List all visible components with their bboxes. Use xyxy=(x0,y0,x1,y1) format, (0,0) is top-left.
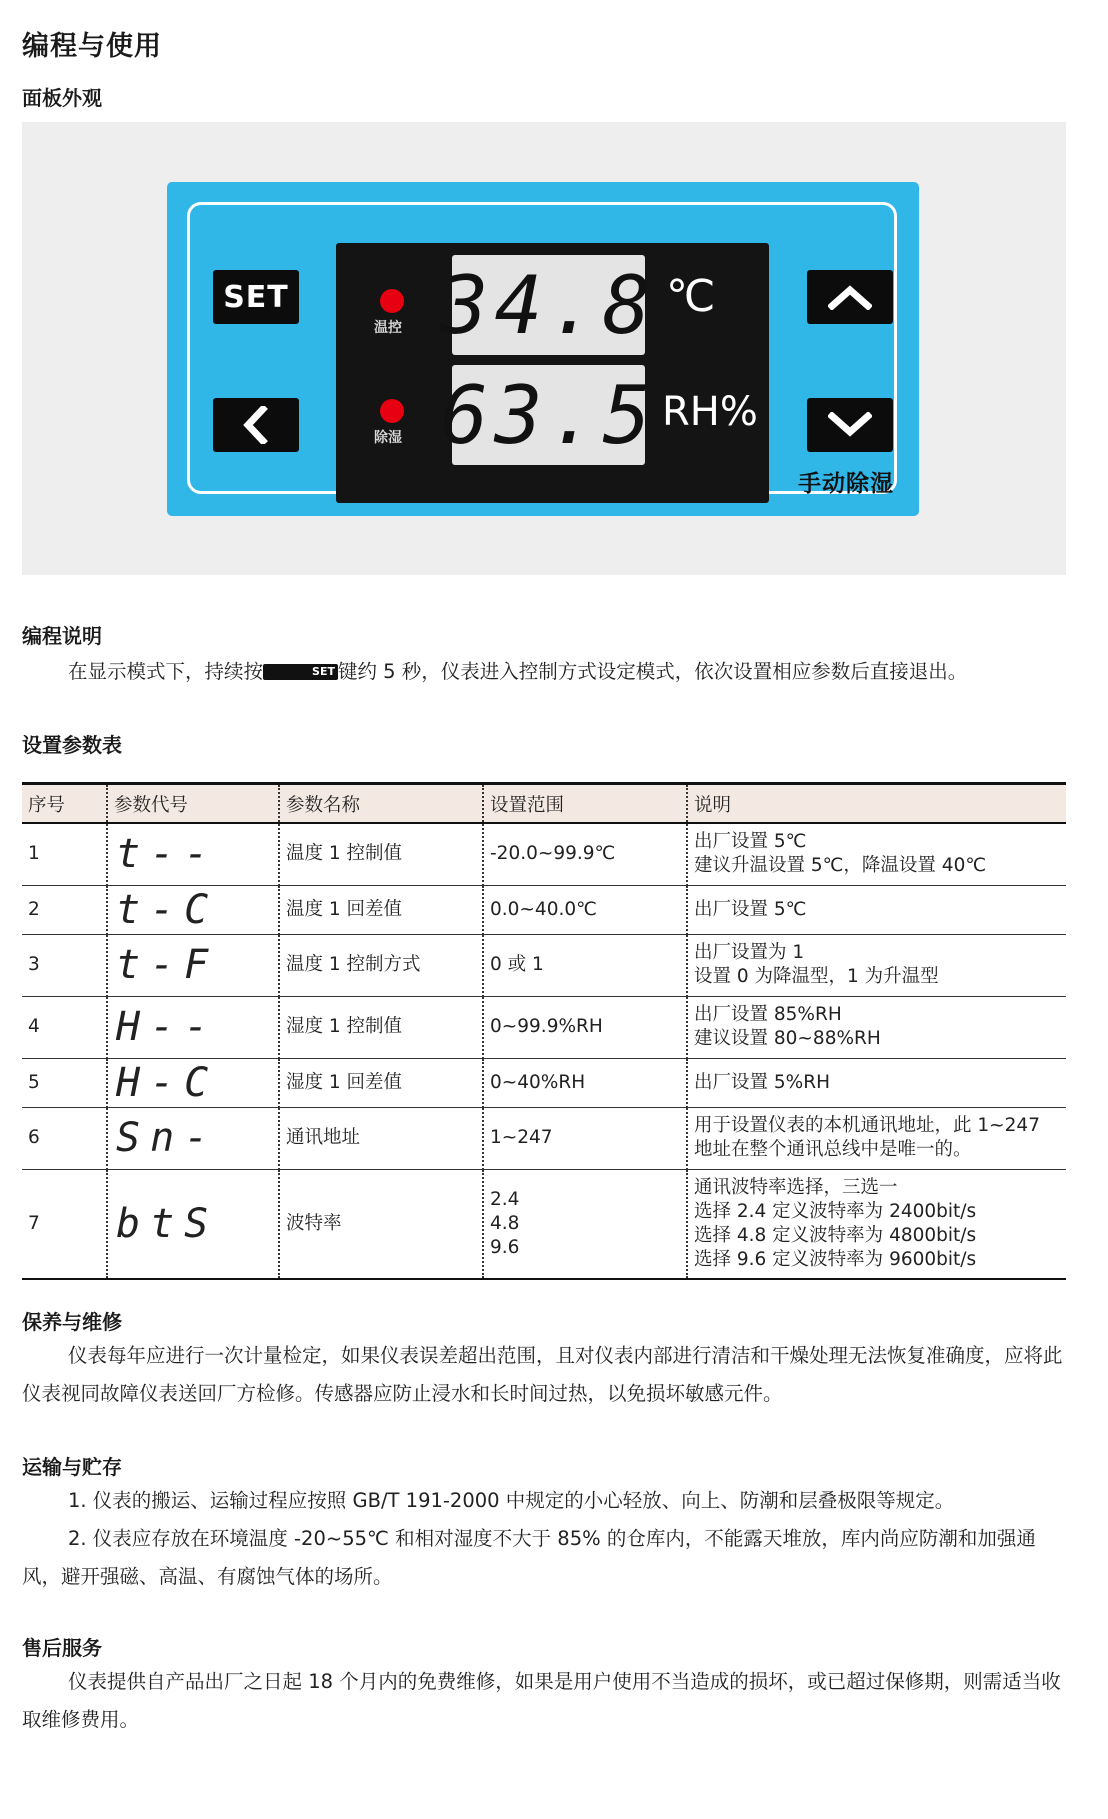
param-name: 温度 1 控制值 xyxy=(279,823,483,885)
transport-heading: 运输与贮存 xyxy=(22,1455,122,1479)
maintenance-text: 仪表每年应进行一次计量检定，如果仪表误差超出范围，且对仪表内部进行清洁和干燥处理无法恢复准确度，应将此仪表视同故障仪表送回厂方检修。传感器应防止浸水和长时间过热，以免损坏敏感元件。 xyxy=(22,1344,1063,1405)
col-header: 设置范围 xyxy=(483,784,687,824)
table-row xyxy=(22,885,1066,934)
col-header: 参数代号 xyxy=(107,784,279,824)
param-desc xyxy=(687,1107,1066,1169)
left-key[interactable] xyxy=(213,398,299,452)
row-number: 4 xyxy=(22,996,107,1058)
after-sales-text: 仪表提供自产品出厂之日起 18 个月内的免费维修，如果是用户使用不当造成的损坏，或已超过保修期，则需适当收取维修费用。 xyxy=(22,1670,1061,1731)
param-desc xyxy=(687,1058,1066,1107)
param-code: t-- xyxy=(107,823,279,885)
maintenance-heading: 保养与维修 xyxy=(22,1310,122,1334)
desc-line: 用于设置仪表的本机通讯地址，此 1~247 xyxy=(694,1115,1040,1136)
param-range: 0~40%RH xyxy=(483,1058,687,1107)
dehumidify-label: 除湿 xyxy=(374,430,402,446)
param-name: 温度 1 回差值 xyxy=(279,885,483,934)
param-range: 0 或 1 xyxy=(483,934,687,996)
param-table xyxy=(22,782,1066,1280)
dehumidify-led xyxy=(380,399,404,423)
param-range: 0.0~40.0℃ xyxy=(483,885,687,934)
table-row xyxy=(22,823,1066,885)
programming-text-before: 在显示模式下，持续按 xyxy=(68,660,264,683)
panel-heading: 面板外观 xyxy=(22,86,102,110)
param-table-heading: 设置参数表 xyxy=(22,733,122,757)
temperature-readout: 34.8 xyxy=(452,255,645,355)
param-range: -20.0~99.9℃ xyxy=(483,823,687,885)
desc-line: 出厂设置为 1 xyxy=(694,942,805,963)
down-key[interactable] xyxy=(807,398,893,452)
param-name: 湿度 1 控制值 xyxy=(279,996,483,1058)
col-header: 序号 xyxy=(22,784,107,824)
col-header: 参数名称 xyxy=(279,784,483,824)
param-desc xyxy=(687,885,1066,934)
desc-line: 通讯波特率选择，三选一 xyxy=(694,1176,898,1198)
param-code: t-F xyxy=(107,934,279,996)
desc-line: 选择 4.8 定义波特率为 4800bit/s xyxy=(694,1224,977,1246)
programming-text-after: 键约 5 秒，仪表进入控制方式设定模式，依次设置相应参数后直接退出。 xyxy=(337,660,968,683)
param-code: btS xyxy=(107,1169,279,1279)
param-code: H-- xyxy=(107,996,279,1058)
param-name: 湿度 1 回差值 xyxy=(279,1058,483,1107)
row-number: 2 xyxy=(22,885,107,934)
table-row xyxy=(22,1107,1066,1169)
table-row xyxy=(22,934,1066,996)
page-title: 编程与使用 xyxy=(22,31,162,62)
desc-line: 选择 2.4 定义波特率为 2400bit/s xyxy=(694,1200,977,1222)
panel-frame xyxy=(187,202,897,497)
col-header: 说明 xyxy=(687,784,1066,824)
param-desc xyxy=(687,1169,1066,1279)
chevron-up-icon xyxy=(828,284,872,310)
up-key[interactable] xyxy=(807,270,893,324)
programming-text xyxy=(22,653,1067,691)
table-row xyxy=(22,1169,1066,1279)
desc-line: 地址在整个通讯总线中是唯一的。 xyxy=(694,1139,972,1160)
chevron-left-icon xyxy=(241,406,271,444)
range-line: 4.8 xyxy=(490,1212,520,1234)
desc-line: 设置 0 为降温型，1 为升温型 xyxy=(694,966,939,987)
desc-line: 出厂设置 5℃ xyxy=(694,898,807,920)
transport-item-1: 1. 仪表的搬运、运输过程应按照 GB/T 191-2000 中规定的小心轻放、向上、防潮和层叠极限等规定。 xyxy=(68,1489,955,1512)
row-number: 6 xyxy=(22,1107,107,1169)
table-header-row xyxy=(22,784,1066,824)
panel-illustration xyxy=(22,122,1066,575)
set-key-badge: SET xyxy=(263,664,338,680)
desc-line: 建议设置 80~88%RH xyxy=(694,1028,881,1049)
set-key-label: SET xyxy=(223,279,289,315)
param-desc xyxy=(687,934,1066,996)
param-code: H-C xyxy=(107,1058,279,1107)
param-range xyxy=(483,1169,687,1279)
param-name: 通讯地址 xyxy=(279,1107,483,1169)
row-number: 5 xyxy=(22,1058,107,1107)
row-number: 1 xyxy=(22,823,107,885)
chevron-down-icon xyxy=(828,412,872,438)
row-number: 7 xyxy=(22,1169,107,1279)
range-line: 9.6 xyxy=(490,1236,520,1258)
row-number: 3 xyxy=(22,934,107,996)
manual-dehumidify-label: 手动除湿 xyxy=(798,471,894,497)
param-code: Sn- xyxy=(107,1107,279,1169)
table-row xyxy=(22,996,1066,1058)
range-line: 2.4 xyxy=(490,1188,520,1210)
param-name: 温度 1 控制方式 xyxy=(279,934,483,996)
humidity-unit: RH% xyxy=(662,389,758,435)
desc-line: 出厂设置 5℃ xyxy=(694,831,807,853)
transport-item-2: 2. 仪表应存放在环境温度 -20~55℃ 和相对湿度不大于 85% 的仓库内，不能露天堆放，库内尚应防潮和加强通风，避开强磁、高温、有腐蚀气体的场所。 xyxy=(22,1527,1036,1588)
param-range: 0~99.9%RH xyxy=(483,996,687,1058)
lcd-display xyxy=(336,243,769,503)
temp-control-label: 温控 xyxy=(374,320,402,336)
desc-line: 选择 9.6 定义波特率为 9600bit/s xyxy=(694,1248,977,1270)
after-sales-heading: 售后服务 xyxy=(22,1636,102,1660)
param-code: t-C xyxy=(107,885,279,934)
param-desc xyxy=(687,996,1066,1058)
programming-heading: 编程说明 xyxy=(22,624,102,648)
humidity-readout: 63.5 xyxy=(452,365,645,465)
temperature-unit: ℃ xyxy=(666,271,716,322)
temp-control-led xyxy=(380,289,404,313)
controller-panel xyxy=(167,182,919,516)
param-range: 1~247 xyxy=(483,1107,687,1169)
param-desc xyxy=(687,823,1066,885)
table-row xyxy=(22,1058,1066,1107)
set-key[interactable] xyxy=(213,270,299,324)
desc-line: 出厂设置 5%RH xyxy=(694,1071,830,1093)
desc-line: 建议升温设置 5℃，降温设置 40℃ xyxy=(694,855,987,877)
desc-line: 出厂设置 85%RH xyxy=(694,1004,842,1025)
param-name: 波特率 xyxy=(279,1169,483,1279)
